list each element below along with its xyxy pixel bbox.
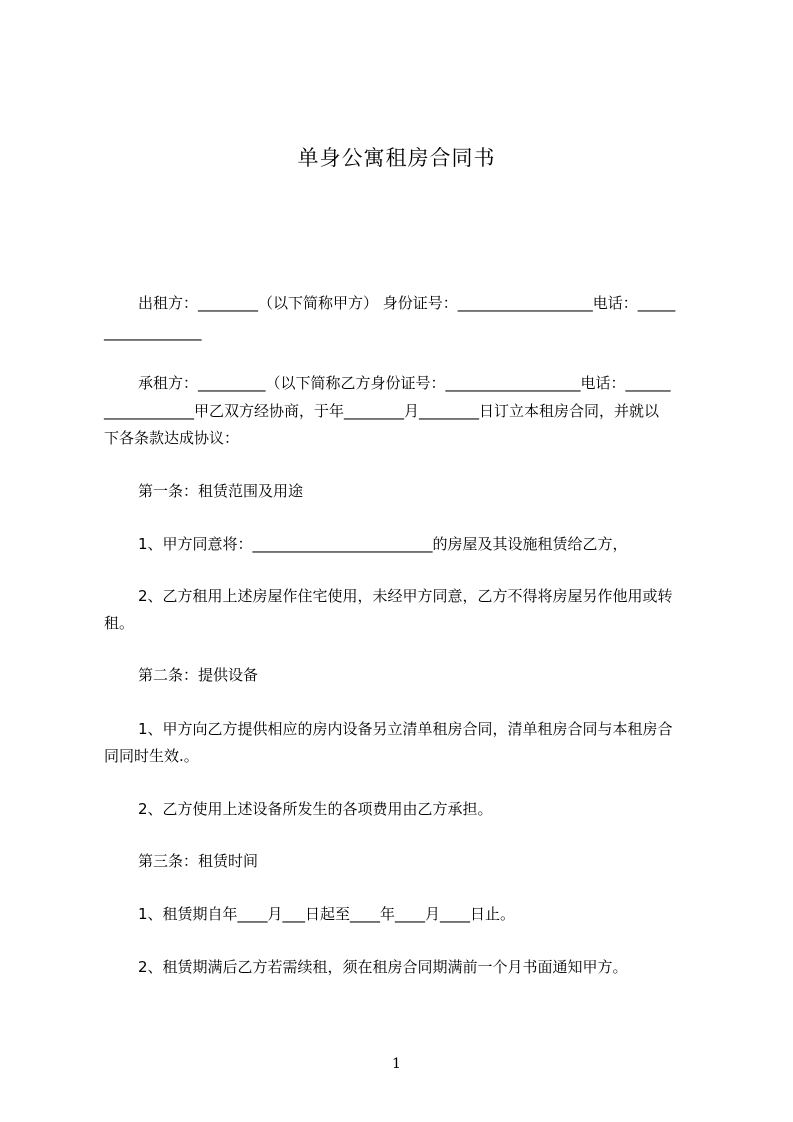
article-3-clause-2: 2、租赁期满后乙方若需续租，须在租房合同期满前一个月书面通知甲方。 xyxy=(138,958,628,976)
article-3-clause-1: 1、租赁期自年____月___日起至____年____月____日止。 xyxy=(138,905,516,923)
article-2-heading: 第二条：提供设备 xyxy=(138,666,259,684)
agreement-line-cont: 下各条款达成协议： xyxy=(104,429,240,447)
lessee-line: 承租方：_________（以下简称乙方身份证号：__________________电话：______ xyxy=(138,374,671,392)
article-1-heading: 第一条：租赁范围及用途 xyxy=(138,482,304,500)
article-2-clause-2: 2、乙方使用上述设备所发生的各项费用由乙方承担。 xyxy=(138,800,493,818)
page-number: 1 xyxy=(392,1056,401,1072)
lessor-line-cont: _____________ xyxy=(104,323,202,341)
article-1-clause-1: 1、甲方同意将：________________________的房屋及其设施租赁给乙方， xyxy=(138,535,628,553)
lessor-line: 出租方：________（以下简称甲方） 身份证号：__________________电话：_____ xyxy=(138,294,676,312)
article-1-clause-2-cont: 租。 xyxy=(104,614,135,632)
agreement-line: ____________甲乙双方经协商，于年________月________日订立本租房合同，并就以 xyxy=(104,402,660,420)
article-2-clause-1: 1、甲方向乙方提供相应的房内设备另立清单租房合同，清单租房合同与本租房合 xyxy=(138,720,673,738)
article-2-clause-1-cont: 同同时生效.。 xyxy=(104,747,199,765)
article-1-clause-2: 2、乙方租用上述房屋作住宅使用，未经甲方同意，乙方不得将房屋另作他用或转 xyxy=(138,587,673,605)
document-title: 单身公寓租房合同书 xyxy=(297,146,496,170)
article-3-heading: 第三条：租赁时间 xyxy=(138,852,259,870)
